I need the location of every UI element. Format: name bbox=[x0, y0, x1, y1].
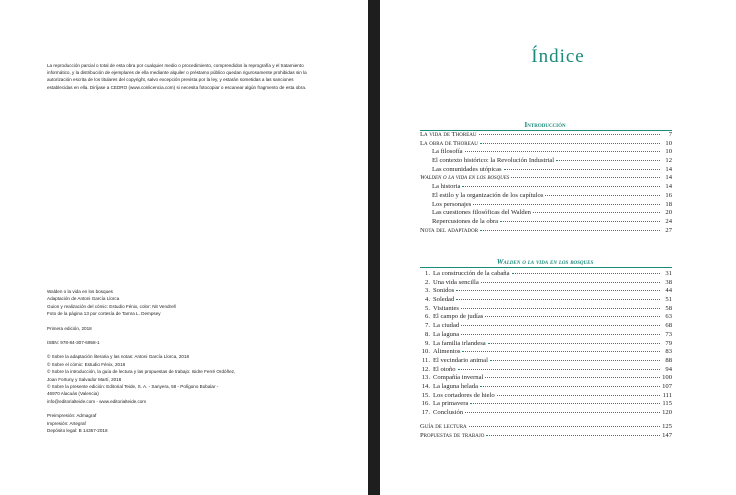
toc-entry-label: Guía de lectura bbox=[420, 423, 467, 430]
chapter-number: 7. bbox=[425, 322, 430, 330]
leader-dots bbox=[480, 386, 660, 387]
toc-page-number: 94 bbox=[665, 365, 672, 373]
toc-entry[interactable] bbox=[420, 374, 672, 383]
leader-dots bbox=[480, 143, 660, 144]
toc-entry-label: La ciudad bbox=[433, 322, 460, 330]
credit-line: Foto de la página 13 por cortesía de Tamra L. Dempsey bbox=[47, 311, 161, 317]
toc-entry-label: Propuestas de trabajo bbox=[420, 431, 485, 439]
toc-entry[interactable] bbox=[420, 218, 672, 227]
toc-entry[interactable] bbox=[420, 140, 672, 149]
toc-entry[interactable] bbox=[420, 131, 672, 140]
toc-page-number: 73 bbox=[665, 330, 672, 338]
toc-entry-label: La vida de Thoreau bbox=[420, 131, 477, 138]
leader-dots bbox=[497, 395, 660, 396]
toc-page-number: 147 bbox=[662, 431, 672, 439]
toc-entry-label: Walden o la vida en los bosques bbox=[420, 174, 510, 182]
toc-page-number: 107 bbox=[662, 382, 672, 390]
toc-entry[interactable] bbox=[420, 201, 672, 210]
toc-entry[interactable] bbox=[420, 157, 672, 166]
toc-page-number: 10 bbox=[665, 139, 672, 147]
toc-entry[interactable] bbox=[420, 331, 672, 340]
leader-dots bbox=[462, 186, 660, 187]
toc-entry-label: El estilo y la organización de los capítulos bbox=[432, 191, 544, 199]
toc-page-number: 120 bbox=[662, 409, 672, 416]
leader-dots bbox=[504, 169, 660, 170]
leader-dots bbox=[488, 343, 660, 344]
toc-entry-label: El campo de judías bbox=[433, 313, 484, 321]
leader-dots bbox=[512, 273, 660, 274]
book-spine-divider bbox=[368, 0, 380, 495]
toc-entry-label: El vecindario animal bbox=[433, 356, 488, 364]
toc-entry-label: La laguna helada bbox=[433, 382, 479, 390]
leader-dots bbox=[465, 412, 660, 413]
toc-page-number: 18 bbox=[665, 200, 672, 208]
chapter-number: 17. bbox=[421, 409, 430, 416]
chapter-number: 11. bbox=[422, 356, 430, 364]
toc-entry-label: Los personajes bbox=[432, 200, 472, 208]
toc-entry-label: Visitantes bbox=[433, 304, 459, 312]
chapter-toc bbox=[420, 270, 672, 418]
toc-entry[interactable] bbox=[420, 357, 672, 366]
toc-entry-label: Sonidos bbox=[433, 287, 455, 295]
toc-entry-label: Las cuestiones filosóficas del Walden bbox=[432, 209, 531, 217]
toc-entry-label: La familia irlandesa bbox=[433, 339, 486, 347]
toc-page-number: 58 bbox=[665, 304, 672, 312]
toc-entry[interactable] bbox=[420, 423, 672, 432]
copyright-line: © Sobre la adaptación literaria y las notas: Antoni García Llorca, 2018 bbox=[47, 354, 190, 360]
toc-entry[interactable] bbox=[420, 227, 672, 236]
chapter-number: 8. bbox=[425, 330, 430, 338]
printing-line: Preimpresión: Admagraf bbox=[47, 413, 97, 419]
leader-dots bbox=[480, 230, 660, 231]
leader-dots bbox=[458, 369, 660, 370]
copyright-notice: La reproducción parcial o total de esta obra por cualquier medio o procedimiento, comprendidos la reprografía y el tratamiento informático, y la distribución de ejemplares de ella mediante alquiler o préstamo público quedan rigurosamente prohibidas sin la autorización escrita de los titulares del copyright, salvo excepción prevista por la ley, y estarán sometidas a las sanciones establecidas en ella. Diríjase a CEDRO (www.conlicencia.com) si necesita fotocopiar o escanear algún fragmento de esta obra. bbox=[47, 63, 307, 90]
copyright-line: Joan Fortuny y Salvador Martí, 2018 bbox=[47, 376, 122, 382]
toc-entry[interactable] bbox=[420, 366, 672, 375]
leader-dots bbox=[533, 212, 660, 213]
toc-page-number: 44 bbox=[665, 287, 672, 295]
toc-page-number: 125 bbox=[662, 423, 672, 430]
toc-page-number: 14 bbox=[665, 174, 672, 182]
toc-page-number: 88 bbox=[665, 356, 672, 364]
toc-entry[interactable] bbox=[420, 348, 672, 357]
toc-entry-label: La historia bbox=[432, 183, 461, 191]
toc-page-number: 7 bbox=[668, 131, 672, 138]
leader-dots bbox=[470, 403, 660, 404]
toc-entry[interactable] bbox=[420, 296, 672, 305]
leader-dots bbox=[469, 426, 660, 427]
toc-page-number: 12 bbox=[665, 157, 672, 165]
book-credits bbox=[47, 288, 327, 435]
toc-entry[interactable] bbox=[420, 174, 672, 183]
toc-entry-label: Conclusión bbox=[433, 409, 464, 416]
toc-entry-label: La primavera bbox=[433, 400, 469, 408]
credit-line: Adaptación de Antoni García Llorca bbox=[47, 296, 120, 302]
toc-entry-label: Alimentos bbox=[433, 348, 461, 356]
chapter-number: 5. bbox=[425, 304, 430, 312]
copyright-line: 46970 Alacuás (Valencia) bbox=[47, 391, 99, 397]
leader-dots bbox=[556, 160, 660, 161]
isbn-line: ISBN: 978-84-307-6958-1 bbox=[47, 340, 100, 346]
copyright-line: © Sobre el cómic: Estudio Fénix, 2018 bbox=[47, 361, 126, 367]
toc-page-number: 63 bbox=[665, 313, 672, 321]
toc-entry[interactable] bbox=[420, 305, 672, 314]
toc-entry-label: Una vida sencilla bbox=[433, 278, 479, 286]
leader-dots bbox=[473, 204, 660, 205]
credit-line: Walden o la vida en los bosques bbox=[47, 289, 113, 294]
toc-entry[interactable] bbox=[420, 400, 672, 409]
toc-page-number: 31 bbox=[665, 270, 672, 277]
chapter-number: 12. bbox=[421, 365, 430, 373]
leader-dots bbox=[485, 377, 660, 378]
copyright-line: © Sobre la introducción, la guía de lectura y las propuestas de trabajo: Isidre Ferré Ordóñez, bbox=[47, 369, 236, 375]
toc-page-number: 24 bbox=[665, 217, 672, 225]
leader-dots bbox=[500, 221, 660, 222]
chapter-number: 13. bbox=[421, 374, 430, 382]
toc-page-number: 16 bbox=[665, 191, 672, 199]
intro-section-title: Introducción bbox=[524, 120, 566, 129]
edition-line: Primera edición, 2018 bbox=[47, 325, 92, 331]
toc-page-number: 100 bbox=[662, 374, 672, 382]
toc-entry[interactable] bbox=[420, 322, 672, 331]
leader-dots bbox=[486, 435, 660, 436]
leader-dots bbox=[479, 134, 661, 135]
toc-page-number: 111 bbox=[662, 391, 672, 399]
back-matter-toc bbox=[420, 423, 672, 440]
leader-dots bbox=[456, 290, 660, 291]
toc-entry-label: Nota del adaptador bbox=[420, 226, 479, 234]
toc-entry-label: El contexto histórico: la Revolución Industrial bbox=[432, 157, 555, 165]
toc-entry[interactable] bbox=[420, 432, 672, 441]
leader-dots bbox=[485, 316, 660, 317]
toc-entry[interactable] bbox=[420, 340, 672, 349]
toc-entry[interactable] bbox=[420, 166, 672, 175]
chapter-number: 4. bbox=[425, 296, 430, 304]
toc-entry-label: Soledad bbox=[433, 296, 455, 304]
toc-entry-label: Los cortadores de hielo bbox=[433, 391, 495, 399]
walden-divider bbox=[420, 267, 672, 268]
leader-dots bbox=[545, 195, 660, 196]
toc-page-number: 115 bbox=[662, 400, 672, 408]
toc-page-number: 20 bbox=[665, 209, 672, 217]
chapter-number: 6. bbox=[425, 313, 430, 321]
leader-dots bbox=[461, 325, 660, 326]
toc-entry[interactable] bbox=[420, 183, 672, 192]
walden-section-title: Walden o la vida en los bosques bbox=[496, 257, 594, 266]
leader-dots bbox=[481, 282, 660, 283]
leader-dots bbox=[461, 334, 660, 335]
leader-dots bbox=[490, 360, 660, 361]
chapter-number: 10. bbox=[421, 348, 430, 356]
toc-entry-label: El otoño bbox=[433, 365, 456, 373]
printing-line: Depósito legal: B 14357-2018 bbox=[47, 428, 108, 434]
chapter-number: 9. bbox=[425, 339, 430, 347]
chapter-number: 16. bbox=[421, 400, 430, 408]
chapter-number: 3. bbox=[425, 287, 430, 295]
toc-page-number: 27 bbox=[665, 226, 672, 234]
toc-entry[interactable] bbox=[420, 313, 672, 322]
toc-page-number: 14 bbox=[665, 183, 672, 191]
intro-toc bbox=[420, 131, 672, 235]
toc-entry[interactable] bbox=[420, 192, 672, 201]
chapter-number: 15. bbox=[421, 391, 430, 399]
toc-entry[interactable] bbox=[420, 148, 672, 157]
toc-entry-label: La construcción de la cabaña bbox=[433, 270, 510, 277]
leader-dots bbox=[461, 308, 660, 309]
toc-entry[interactable] bbox=[420, 287, 672, 296]
toc-page-number: 10 bbox=[665, 148, 672, 156]
toc-entry[interactable] bbox=[420, 392, 672, 401]
toc-page-number: 68 bbox=[665, 322, 672, 330]
toc-page-number: 79 bbox=[665, 339, 672, 347]
toc-entry[interactable] bbox=[420, 383, 672, 392]
leader-dots bbox=[462, 351, 660, 352]
copyright-line: © Sobre la presente edición: Editorial Teide, S. A. - Sanyera, 58 - Polígono Bobalar - bbox=[47, 384, 219, 390]
leader-dots bbox=[456, 299, 660, 300]
chapter-number: 2. bbox=[425, 278, 430, 286]
toc-entry[interactable] bbox=[420, 270, 672, 279]
chapter-number: 1. bbox=[425, 270, 430, 277]
toc-entry-label: La filosofía bbox=[432, 148, 463, 156]
toc-page-number: 38 bbox=[665, 278, 672, 286]
credit-line: Guion y realización del cómic: Estudio Fénix, color: Nit Vendrell bbox=[47, 303, 176, 309]
right-page-index bbox=[380, 0, 736, 495]
toc-page-number: 83 bbox=[665, 348, 672, 356]
copyright-line: info@editorialteide.com - www.editorialteide.com bbox=[47, 398, 147, 404]
toc-entry-label: Compañía invernal bbox=[433, 374, 484, 382]
toc-entry-label: La laguna bbox=[433, 330, 460, 338]
toc-entry-label: La obra de Thoreau bbox=[420, 139, 478, 147]
toc-page-number: 14 bbox=[665, 165, 672, 173]
leader-dots bbox=[511, 177, 660, 178]
toc-page-number: 51 bbox=[665, 296, 672, 304]
toc-entry[interactable] bbox=[420, 209, 672, 218]
toc-entry[interactable] bbox=[420, 409, 672, 418]
toc-entry[interactable] bbox=[420, 279, 672, 288]
chapter-number: 14. bbox=[421, 382, 430, 390]
printing-line: Impresión: Artegraf bbox=[47, 420, 86, 426]
index-title: Índice bbox=[531, 46, 585, 67]
leader-dots bbox=[465, 151, 660, 152]
toc-entry-label: Las comunidades utópicas bbox=[432, 165, 502, 173]
toc-entry-label: Repercusiones de la obra bbox=[432, 217, 499, 225]
